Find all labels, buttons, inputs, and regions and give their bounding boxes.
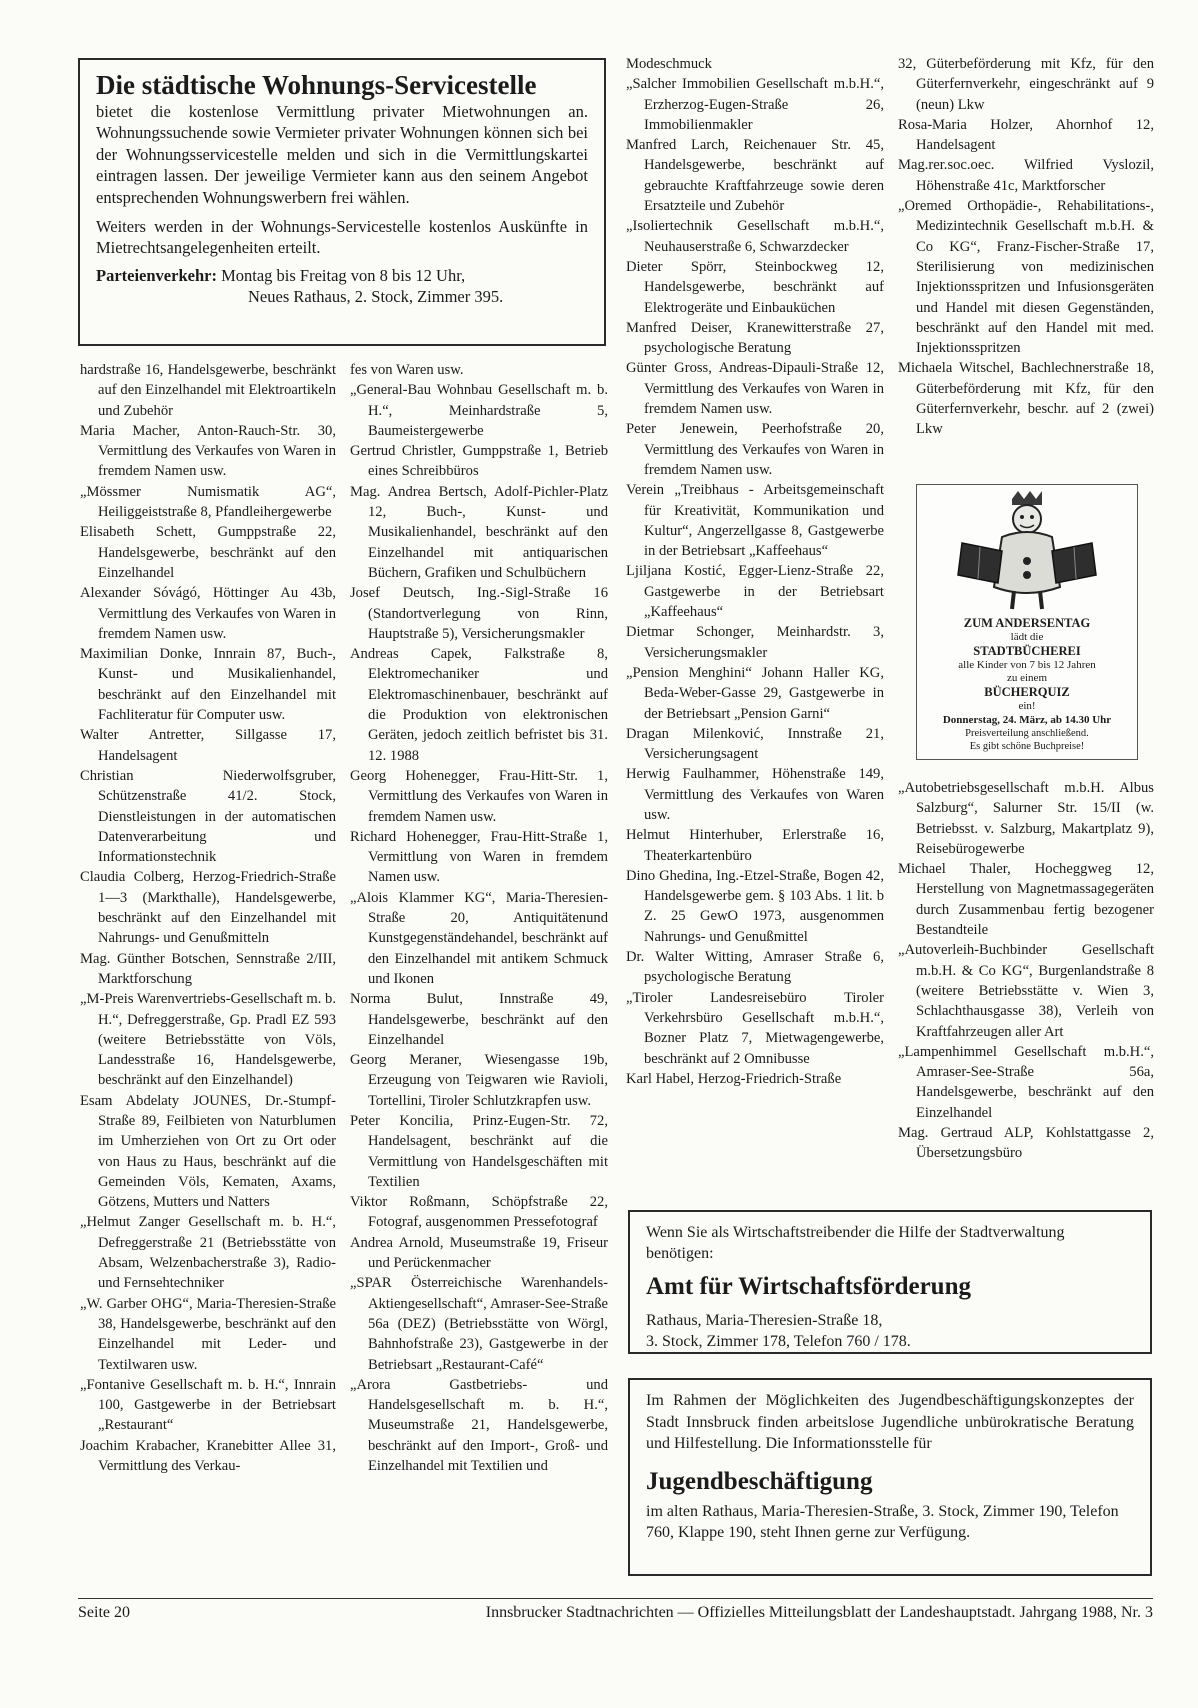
listing-entry: „SPAR Österreichische Warenhandels-Aktiengesellschaft“, Amraser-See-Straße 56a (DEZ) (Betriebsstätte von Wörgl, Bahnhofstraße 23), Gastgewerbe in der Betriebsart „Restaurant-Café“	[350, 1275, 608, 1373]
column-2	[350, 360, 608, 1476]
andersen-line-4: alle Kinder von 7 bis 12 Jahren	[958, 659, 1096, 671]
hours-label: Parteienverkehr:	[96, 265, 217, 285]
andersen-line-10: Es gibt schöne Buchpreise!	[969, 741, 1085, 752]
listing-entry: hardstraße 16, Handelsgewerbe, beschränkt auf den Einzelhandel mit Elektroartikeln und Zubehör	[80, 362, 336, 419]
listing-entry: Dieter Spörr, Steinbockweg 12, Handelsgewerbe, beschränkt auf Elektrogeräte und Einbauküchen	[626, 258, 884, 316]
andersen-line-7: ein!	[1018, 700, 1036, 712]
andersentag-notice	[916, 484, 1138, 760]
footer-rule	[78, 1598, 1153, 1599]
column-4-top	[898, 54, 1154, 440]
wohnung-box-paragraph-1: bietet die kostenlose Vermittlung privater Mietwohnungen an. Wohnungssuchende sowie Vermieter privater Wohnungen können sich bei der Wohnungsservicestelle melden und sich in die Vermittlungskartei eintragen lassen. Der jeweilige Vermieter kann aus den seinem Angebot entsprechenden Wohnungswerbern frei wählen.	[96, 102, 588, 207]
listing-entry: Maria Macher, Anton-Rauch-Str. 30, Vermittlung des Verkaufes von Waren in fremdem Namen usw.	[80, 422, 336, 480]
listing-entry: Günter Gross, Andreas-Dipauli-Straße 12, Vermittlung des Verkaufes von Waren in fremdem Namen usw.	[626, 360, 884, 418]
wirtschaftsfoerderung-box	[628, 1210, 1152, 1354]
jugend-outro: im alten Rathaus, Maria-Theresien-Straße, 3. Stock, Zimmer 190, Telefon 760, Klappe 190, steht Ihnen gerne zur Verfügung.	[646, 1502, 1119, 1541]
listing-entry: „Autobetriebsgesellschaft m.b.H. Albus Salzburg“, Salurner Str. 15/II (w. Betriebsst. v. Salzburg, Makartplatz 9), Reisebürogewerbe	[898, 780, 1154, 857]
listing-entry: „Lampenhimmel Gesellschaft m.b.H.“, Amraser-See-Straße 56a, Handelsgewerbe, beschränkt auf den Einzelhandel	[898, 1043, 1154, 1121]
hours-text: Montag bis Freitag von 8 bis 12 Uhr,	[221, 265, 466, 285]
listing-entry: „Fontanive Gesellschaft m. b. H.“, Innrain 100, Gastgewerbe in der Betriebsart „Restaurant“	[80, 1376, 336, 1434]
wohnung-servicestelle-box	[78, 58, 606, 346]
listing-entry: Alexander Sóvágó, Höttinger Au 43b, Vermittlung des Verkaufes von Waren in fremdem Namen usw.	[80, 585, 336, 642]
column-4-bottom	[898, 778, 1154, 1164]
listing-entry: Rosa-Maria Holzer, Ahornhof 12, Handelsagent	[898, 116, 1154, 154]
wirtschaft-address-2: 3. Stock, Zimmer 178, Telefon 760 / 178.	[646, 1333, 911, 1350]
listing-entry: „Autoverleih-Buchbinder Gesellschaft m.b.H. & Co KG“, Burgenlandstraße 8 (weitere Betriebsstätte v. Wien 3, Schlachthausgasse 38), Verleih von Kraftfahrzeugen aller Art	[898, 942, 1154, 1040]
listing-entry: Viktor Roßmann, Schöpfstraße 22, Fotograf, ausgenommen Pressefotograf	[350, 1194, 608, 1231]
wirtschaft-title: Amt für Wirtschaftsförderung	[646, 1273, 971, 1300]
listing-entry: Georg Hohenegger, Frau-Hitt-Str. 1, Vermittlung des Verkaufes von Waren in fremdem Namen usw.	[350, 767, 608, 825]
listing-entry: Verein „Treibhaus - Arbeitsgemeinschaft für Kreativität, Kommunikation und Kultur“, Angerzellgasse 8, Gastgewerbe in der Betriebsart „Kaffeehaus“	[626, 482, 884, 560]
listing-entry: „Alois Klammer KG“, Maria-Theresien-Straße 20, Antiquitätenund Kunstgegenständehandel, beschränkt auf den Einzelhandel mit antikem Schmuck und Ikonen	[350, 889, 608, 987]
listing-entry: Norma Bulut, Innstraße 49, Handelsgewerbe, beschränkt auf den Einzelhandel	[350, 991, 608, 1048]
listing-entry: „Mössmer Numismatik AG“, Heiliggeiststraße 8, Pfandleihergewerbe	[80, 483, 336, 521]
listing-entry: Josef Deutsch, Ing.-Sigl-Straße 16 (Standortverlegung von Rinn, Hauptstraße 5), Versicherungsmakler	[350, 585, 608, 642]
listing-entry: Modeschmuck	[626, 56, 712, 72]
listing-entry: „Pension Menghini“ Johann Haller KG, Beda-Weber-Gasse 29, Gastgewerbe in der Betriebsart „Pension Garni“	[626, 664, 884, 722]
hours-place: Neues Rathaus, 2. Stock, Zimmer 395.	[248, 287, 504, 307]
jugend-title: Jugendbeschäftigung	[646, 1467, 873, 1495]
wohnung-box-title: Die städtische Wohnungs-Servicestelle	[96, 70, 537, 100]
listing-entry: „Helmut Zanger Gesellschaft m. b. H.“, Defreggerstraße 21 (Betriebsstätte von Absam, Welzenbacherstraße 3), Radio- und Fernsehtechniker	[80, 1214, 336, 1292]
listing-entry: Karl Habel, Herzog-Friedrich-Straße	[626, 1070, 842, 1087]
listing-entry: Mag. Andrea Bertsch, Adolf-Pichler-Platz 12, Buch-, Kunst- und Musikalienhandel, beschränkt auf den Einzelhandel mit antiquarischen Büchern, Grafiken und Schulbüchern	[350, 483, 608, 581]
jugendbeschaeftigung-box	[628, 1378, 1152, 1576]
storybook-figure-illustration	[952, 491, 1102, 611]
listing-entry: Peter Jenewein, Peerhofstraße 20, Vermittlung des Verkaufes von Waren in fremdem Namen usw.	[626, 421, 884, 478]
andersen-line-3: STADTBÜCHEREI	[973, 644, 1081, 658]
listing-entry: 32, Güterbeförderung mit Kfz, für den Güterfernverkehr, eingeschränkt auf 9 (neun) Lkw	[898, 56, 1154, 113]
wohnung-box-hours	[96, 265, 588, 286]
page-number: Seite 20	[78, 1604, 130, 1621]
listing-entry: Andrea Arnold, Museumstraße 19, Friseur und Perückenmacher	[350, 1234, 608, 1272]
column-3	[626, 54, 884, 1089]
listing-entry: „Tiroler Landesreisebüro Tiroler Verkehrsbüro Gesellschaft m.b.H.“, Bozner Platz 7, Mietwagengewerbe, beschränkt auf 2 Omnibusse	[626, 989, 884, 1067]
listing-entry: „W. Garber OHG“, Maria-Theresien-Straße 38, Handelsgewerbe, beschränkt auf den Einzelhandel mit Leder- und Textilwaren usw.	[80, 1295, 336, 1373]
andersen-line-2: lädt die	[1010, 631, 1044, 643]
jugend-intro: Im Rahmen der Möglichkeiten des Jugendbeschäftigungskonzeptes der Stadt Innsbruck finden arbeitslose Jugendliche unbürokratische Beratung und Hilfestellung. Die Informationsstelle für	[646, 1392, 1134, 1452]
listing-entry: Manfred Larch, Reichenauer Str. 45, Handelsgewerbe, beschränkt auf gebrauchte Kraftfahrzeuge sowie deren Ersatzteile und Zubehör	[626, 137, 884, 215]
listing-entry: Andreas Capek, Falkstraße 8, Elektromechaniker und Elektromaschinenbauer, beschränkt auf die Produktion von elektronischen Geräten, jedoch zeitlich befristet bis 31. 12. 1988	[350, 646, 608, 764]
listing-entry: Joachim Krabacher, Kranebitter Allee 31, Vermittlung des Verkau-	[80, 1437, 336, 1475]
andersen-line-9: Preisverteilung anschließend.	[965, 728, 1089, 739]
listing-entry: Gertrud Christler, Gumppstraße 1, Betrieb eines Schreibbüros	[350, 443, 608, 480]
listing-entry: „Isoliertechnik Gesellschaft m.b.H.“, Neuhauserstraße 6, Schwarzdecker	[626, 218, 884, 255]
listing-entry: „Salcher Immobilien Gesellschaft m.b.H.“, Erzherzog-Eugen-Straße 26, Immobilienmakler	[626, 76, 884, 133]
wirtschaft-address-1: Rathaus, Maria-Theresien-Straße 18,	[646, 1312, 883, 1329]
listing-entry: fes von Waren usw.	[350, 362, 464, 378]
listing-entry: „Oremed Orthopädie-, Rehabilitations-, Medizintechnik Gesellschaft m.b.H. & Co KG“, Franz-Fischer-Straße 17, Sterilisierung von medizinischen Injektionsspritzen und Infusionsgeräten und Handel mit diesen Gegenständen, beschränkt auf den Handel mit med. Injektionsspritzen	[898, 198, 1154, 357]
listing-entry: Michael Thaler, Hocheggweg 12, Herstellung von Magnetmassagegeräten durch Zusammenbau fertig bezogener Bestandteile	[898, 861, 1154, 939]
listing-entry: Mag. Günther Botschen, Sennstraße 2/III, Marktforschung	[80, 950, 336, 987]
listing-entry: Elisabeth Schett, Gumppstraße 22, Handelsgewerbe, beschränkt auf den Einzelhandel	[80, 524, 336, 581]
listing-entry: Dietmar Schonger, Meinhardstr. 3, Versicherungsmakler	[626, 624, 884, 661]
masthead: Innsbrucker Stadtnachrichten — Offizielles Mitteilungsblatt der Landeshauptstadt. Jahrgang 1988, Nr. 3	[485, 1604, 1153, 1621]
listing-entry: Richard Hohenegger, Frau-Hitt-Straße 1, Vermittlung von Waren in fremdem Namen usw.	[350, 828, 608, 886]
andersen-line-6: BÜCHERQUIZ	[984, 685, 1070, 699]
wohnung-box-paragraph-2: Weiters werden in der Wohnungs-Servicestelle kostenlos Auskünfte in Mietrechtsangelegenheiten erteilt.	[96, 217, 588, 258]
listing-entry: „General-Bau Wohnbau Gesellschaft m. b. H.“, Meinhardstraße 5, Baumeistergewerbe	[350, 382, 608, 439]
andersen-line-5: zu einem	[1006, 672, 1047, 684]
listing-entry: Michaela Witschel, Bachlechnerstraße 18, Güterbeförderung mit Kfz, für den Güterfernverkehr, beschr. auf 2 (zwei) Lkw	[898, 360, 1154, 438]
column-1	[80, 360, 336, 1476]
listing-entry: Mag.rer.soc.oec. Wilfried Vyslozil, Höhenstraße 41c, Marktforscher	[898, 157, 1154, 194]
listing-entry: Peter Koncilia, Prinz-Eugen-Str. 72, Handelsagent, beschränkt auf die Vermittlung von Handelsgeschäften mit Textilien	[350, 1112, 608, 1190]
listing-entry: Maximilian Donke, Innrain 87, Buch-, Kunst- und Musikalienhandel, beschränkt auf den Einzelhandel mit Fachliteratur für Computer usw.	[80, 646, 336, 724]
listing-entry: Mag. Gertraud ALP, Kohlstattgasse 2, Übersetzungsbüro	[898, 1125, 1154, 1162]
listing-entry: Dragan Milenković, Innstraße 21, Versicherungsagent	[626, 725, 884, 763]
listing-entry: Georg Meraner, Wiesengasse 19b, Erzeugung von Teigwaren wie Ravioli, Tortellini, Tiroler Schlutzkrapfen usw.	[350, 1052, 608, 1109]
listing-entry: Claudia Colberg, Herzog-Friedrich-Straße 1—3 (Markthalle), Handelsgewerbe, beschränkt auf den Einzelhandel mit Nahrungs- und Genußmitteln	[80, 869, 336, 947]
listing-entry: Herwig Faulhammer, Höhenstraße 149, Vermittlung des Verkaufes von Waren usw.	[626, 766, 884, 823]
listing-entry: Dino Ghedina, Ing.-Etzel-Straße, Bogen 42, Handelsgewerbe gem. § 103 Abs. 1 lit. b Z. 25 GewO 1973, ausgenommen Nahrungs- und Genußmittel	[626, 867, 884, 945]
listing-entry: Esam Abdelaty JOUNES, Dr.-Stumpf-Straße 89, Feilbieten von Naturblumen im Umherziehen von Ort zu Ort oder von Haus zu Haus, beschränkt auf die Gemeinden Völs, Kematen, Axams, Götzens, Mutters und Natters	[80, 1092, 336, 1211]
listing-entry: Ljiljana Kostić, Egger-Lienz-Straße 22, Gastgewerbe in der Betriebsart „Kaffeehaus“	[626, 563, 884, 621]
andersen-line-1: ZUM ANDERSENTAG	[963, 616, 1091, 630]
listing-entry: „Arora Gastbetriebs- und Handelsgesellschaft m. b. H.“, Museumstraße 21, Handelsgewerbe, beschränkt auf den Import-, Groß- und Einzelhandel mit Textilien und	[350, 1376, 608, 1475]
wirtschaft-intro: Wenn Sie als Wirtschaftstreibender die Hilfe der Stadtverwaltung benötigen:	[646, 1224, 1065, 1262]
listing-entry: Walter Antretter, Sillgasse 17, Handelsagent	[80, 727, 336, 764]
listing-entry: „M-Preis Warenvertriebs-Gesellschaft m. b. H.“, Defreggerstraße, Gp. Pradl EZ 593 (weitere Betriebsstätte von Völs, Landesstraße 16, Handelsgewerbe, beschränkt auf den Einzelhandel)	[80, 991, 336, 1089]
listing-entry: Helmut Hinterhuber, Erlerstraße 16, Theaterkartenbüro	[626, 827, 884, 864]
andersen-line-8: Donnerstag, 24. März, ab 14.30 Uhr	[942, 714, 1112, 726]
listing-entry: Christian Niederwolfsgruber, Schützenstraße 41/2. Stock, Dienstleistungen in der automatischen Datenverarbeitung und Informationstechnik	[80, 767, 336, 866]
listing-entry: Dr. Walter Witting, Amraser Straße 6, psychologische Beratung	[626, 949, 884, 986]
listing-entry: Manfred Deiser, Kranewitterstraße 27, psychologische Beratung	[626, 319, 884, 357]
